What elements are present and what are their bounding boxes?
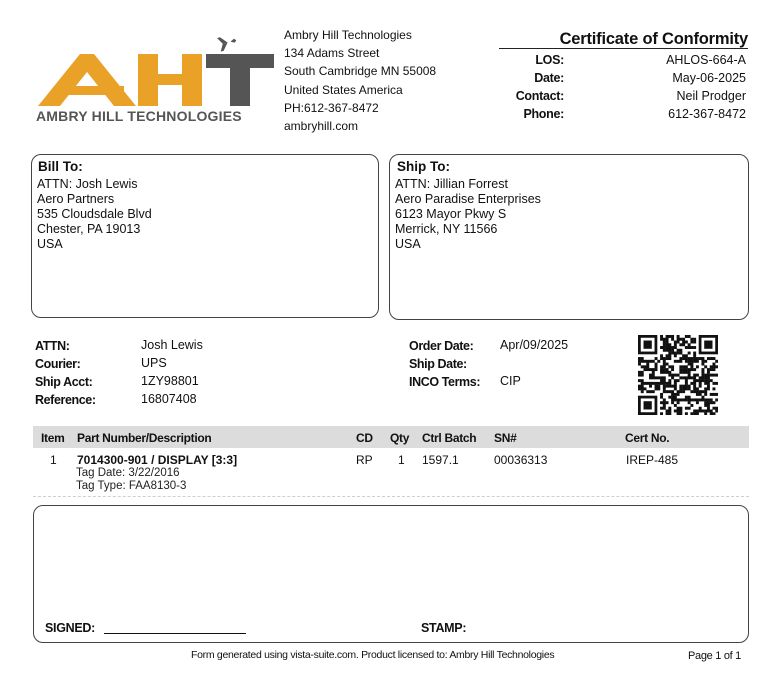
- info-label: ATTN:: [35, 339, 70, 353]
- ship-to-title: Ship To:: [397, 159, 450, 174]
- signed-label: SIGNED:: [45, 621, 95, 635]
- info-label: Reference:: [35, 393, 96, 407]
- company-address: [284, 26, 436, 135]
- address-line: Merrick, NY 11566: [395, 222, 498, 236]
- company-website: ambryhill.com: [284, 119, 359, 134]
- info-value: Josh Lewis: [141, 338, 203, 352]
- cert-field-label: Phone:: [523, 107, 564, 121]
- cert-field-value: May-06-2025: [672, 71, 746, 85]
- cell-part: 7014300-901 / DISPLAY [3:3]: [77, 453, 238, 467]
- bill-to-address: [37, 177, 152, 252]
- signature-line[interactable]: [104, 633, 246, 634]
- company-country: United States America: [284, 82, 403, 97]
- info-row-courier: [35, 356, 335, 374]
- address-line: 6123 Mayor Pkwy S: [395, 207, 507, 221]
- stamp-label: STAMP:: [421, 621, 467, 635]
- info-value: 16807408: [141, 392, 197, 406]
- cert-field-value: 612-367-8472: [668, 107, 746, 121]
- info-row-reference: [35, 392, 335, 410]
- company-street: 134 Adams Street: [284, 46, 380, 61]
- order-info-left: [35, 338, 335, 410]
- cell-sn: 00036313: [494, 453, 548, 467]
- info-row-attn: [35, 338, 335, 356]
- address-line: 535 Cloudsdale Blvd: [37, 207, 152, 221]
- cert-field-label: Contact:: [515, 89, 564, 103]
- info-value: CIP: [500, 374, 521, 388]
- page-number: Page 1 of 1: [688, 650, 741, 662]
- col-header-batch: Ctrl Batch: [422, 431, 477, 445]
- table-row: [33, 450, 749, 497]
- info-value: UPS: [141, 356, 167, 370]
- cert-field-value: Neil Prodger: [676, 89, 746, 103]
- ship-to-box: [389, 154, 749, 320]
- cell-item: 1: [50, 453, 57, 467]
- qr-code-graphic: [638, 335, 718, 415]
- col-header-part: Part Number/Description: [77, 431, 212, 445]
- info-row-order-date: [409, 338, 629, 356]
- certificate-title: Certificate of Conformity: [559, 30, 748, 48]
- cell-tag-date: Tag Date: 3/22/2016: [76, 467, 180, 479]
- col-header-item: Item: [41, 431, 65, 445]
- ship-to-address: [395, 177, 541, 252]
- cell-cd: RP: [356, 453, 373, 467]
- signature-box: [33, 505, 749, 643]
- cert-field-contact: [484, 89, 748, 107]
- cert-field-phone: [484, 107, 748, 125]
- logo-wordmark: AMBRY HILL TECHNOLOGIES: [36, 108, 242, 124]
- address-line: ATTN: Josh Lewis: [37, 177, 138, 191]
- info-value: 1ZY98801: [141, 374, 199, 388]
- address-line: Aero Paradise Enterprises: [395, 192, 541, 206]
- info-label: INCO Terms:: [409, 375, 481, 389]
- info-label: Ship Date:: [409, 357, 467, 371]
- info-row-ship-acct: [35, 374, 335, 392]
- cell-cert: IREP-485: [626, 453, 679, 467]
- qr-code-icon: [638, 335, 718, 415]
- cert-field-label: LOS:: [535, 53, 564, 67]
- info-label: Courier:: [35, 357, 81, 371]
- airplane-icon: [213, 36, 238, 53]
- company-name: Ambry Hill Technologies: [284, 28, 412, 42]
- cell-qty: 1: [398, 453, 405, 467]
- col-header-cert: Cert No.: [625, 431, 670, 445]
- certificate-fields: [484, 53, 748, 125]
- address-line: ATTN: Jillian Forrest: [395, 177, 508, 191]
- cert-field-label: Date:: [534, 71, 564, 85]
- cert-field-date: [484, 71, 748, 89]
- info-row-inco-terms: [409, 374, 629, 392]
- bill-to-title: Bill To:: [38, 159, 83, 174]
- info-value: Apr/09/2025: [500, 338, 569, 352]
- address-line: USA: [37, 237, 63, 251]
- company-logo: [34, 36, 280, 130]
- col-header-cd: CD: [356, 431, 373, 445]
- info-label: Order Date:: [409, 339, 474, 353]
- cert-field-value: AHLOS-664-A: [666, 53, 746, 67]
- address-line: Chester, PA 19013: [37, 222, 141, 236]
- col-header-sn: SN#: [494, 431, 517, 445]
- info-label: Ship Acct:: [35, 375, 93, 389]
- company-phone: PH:612-367-8472: [284, 100, 379, 115]
- col-header-qty: Qty: [390, 431, 410, 445]
- footer-note: Form generated using vista-suite.com. Product licensed to: Ambry Hill Technologies: [191, 649, 555, 661]
- order-info-right: [409, 338, 629, 392]
- cell-tag-type: Tag Type: FAA8130-3: [76, 480, 187, 492]
- bill-to-box: [31, 154, 379, 318]
- certificate-title-rule: [499, 48, 748, 49]
- cell-batch: 1597.1: [422, 453, 459, 467]
- cert-field-los: [484, 53, 748, 71]
- info-row-ship-date: [409, 356, 629, 374]
- address-line: USA: [395, 237, 421, 251]
- address-line: Aero Partners: [37, 192, 115, 206]
- company-city: South Cambridge MN 55008: [284, 64, 437, 79]
